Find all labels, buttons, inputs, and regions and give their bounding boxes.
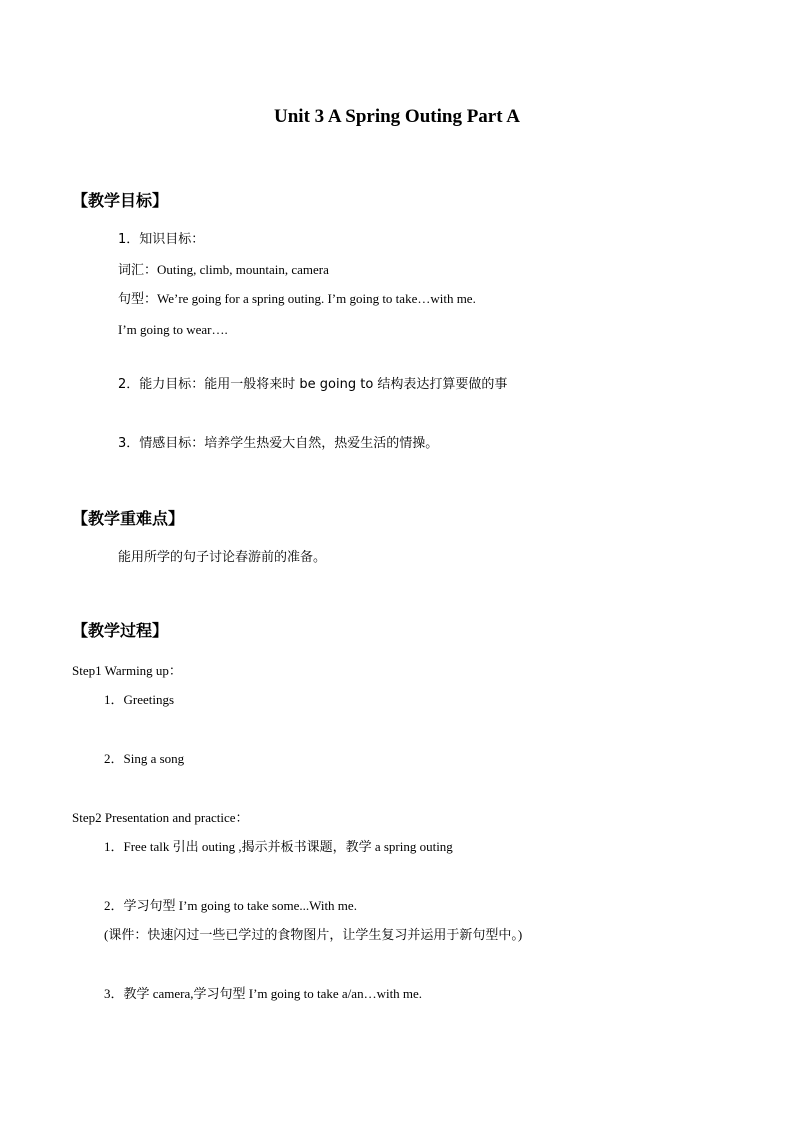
emotion-objective: 3．情感目标：培养学生热爱大自然，热爱生活的情操。 (118, 436, 439, 451)
step1-item-song: 2．Sing a song (104, 751, 185, 766)
sentence-patterns-line-2: I’m going to wear…. (118, 322, 228, 337)
step1-title: Step1 Warming up： (72, 663, 182, 678)
process-heading: 【教学过程】 (72, 621, 169, 640)
document-title: Unit 3 A Spring Outing Part A (274, 106, 520, 127)
objectives-heading: 【教学目标】 (72, 191, 169, 210)
ability-objective: 2．能力目标：能用一般将来时 be going to 结构表达打算要做的事 (118, 377, 508, 392)
step1-item-greetings: 1．Greetings (104, 692, 175, 707)
sentence-patterns-line-1: 句型：We’re going for a spring outing. I’m going to take…with me. (118, 291, 476, 306)
step2-item-free-talk: 1．Free talk 引出 outing ,揭示并板书课题，教学 a spring outing (104, 839, 453, 854)
vocabulary-line: 词汇：Outing, climb, mountain, camera (118, 262, 329, 277)
step2-item-camera: 3．教学 camera,学习句型 I’m going to take a/an…with me. (104, 986, 423, 1001)
key-points-heading: 【教学重难点】 (72, 509, 185, 528)
step2-item-sentence: 2．学习句型 I’m going to take some...With me. (104, 898, 357, 913)
step2-item-courseware-note: (课件：快速闪过一些已学过的食物图片，让学生复习并运用于新句型中。) (104, 927, 523, 942)
step2-title: Step2 Presentation and practice： (72, 810, 249, 825)
key-points-text: 能用所学的句子讨论春游前的准备。 (118, 550, 327, 565)
knowledge-objective-label: 1．知识目标： (118, 232, 205, 247)
